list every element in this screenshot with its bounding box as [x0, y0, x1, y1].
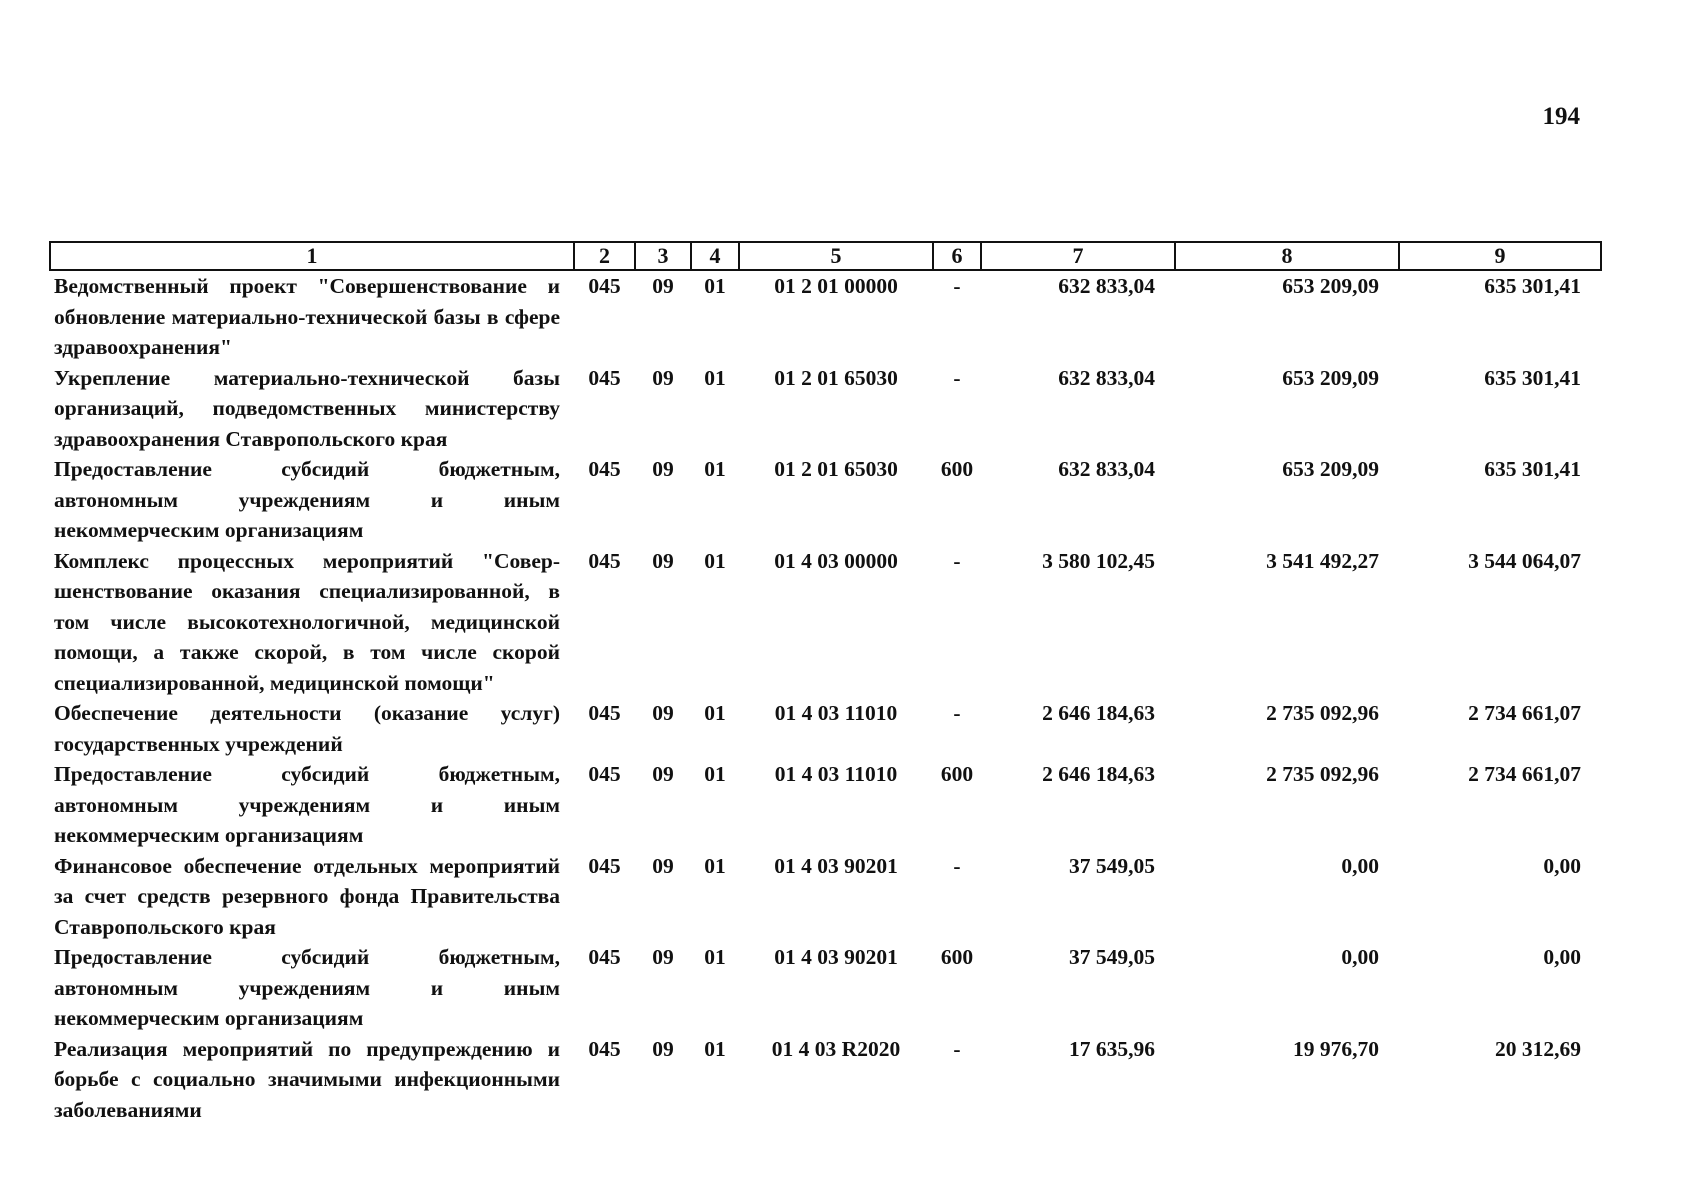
cell-target-article: 01 4 03 90201 — [774, 945, 898, 969]
table-row — [50, 270, 1601, 363]
cell-department-code: 045 — [588, 1036, 621, 1061]
cell-target-article: 01 2 01 65030 — [774, 365, 898, 390]
table-row — [50, 698, 1601, 759]
row-name: Укрепление материально-технической базы организаций, подведомственных министерству здравоохранения Ставропольского края — [54, 365, 560, 451]
row-name: Предоставление субсидий бюджетным, автономным учреждениям и иным некоммерческим организациям — [54, 762, 560, 847]
cell-amount-col9: 635 301,41 — [1484, 457, 1581, 481]
cell-amount-col8: 653 209,09 — [1282, 365, 1379, 390]
table-row — [50, 546, 1601, 699]
column-header-1: 1 — [50, 242, 574, 270]
cell-amount-col8: 653 209,09 — [1282, 274, 1379, 298]
cell-target-article: 01 2 01 65030 — [774, 457, 898, 481]
table-row — [50, 759, 1601, 851]
cell-amount-col9: 20 312,69 — [1495, 1036, 1581, 1061]
table-row — [50, 942, 1601, 1034]
cell-amount-col9: 0,00 — [1543, 853, 1581, 878]
cell-expense-type: - — [953, 853, 961, 878]
cell-subsection-code: 01 — [704, 762, 726, 786]
cell-amount-col7: 2 646 184,63 — [1042, 762, 1155, 786]
table-row — [50, 454, 1601, 546]
cell-target-article: 01 4 03 00000 — [774, 548, 898, 573]
cell-amount-col8: 2 735 092,96 — [1266, 701, 1379, 725]
cell-section-code: 09 — [652, 762, 674, 786]
column-header-5: 5 — [739, 242, 933, 270]
cell-department-code: 045 — [588, 457, 621, 481]
cell-amount-col7: 17 635,96 — [1069, 1036, 1155, 1061]
column-header-8: 8 — [1175, 242, 1399, 270]
cell-subsection-code: 01 — [704, 548, 726, 573]
cell-section-code: 09 — [652, 548, 674, 573]
cell-expense-type: - — [953, 1036, 961, 1061]
cell-subsection-code: 01 — [704, 457, 726, 481]
row-name: Реализация мероприятий по предупреждению и борьбе с социально значимыми инфекционными заболеваниями — [54, 1036, 560, 1122]
row-name: Комплекс процессных мероприятий "Совер-шенствование оказания специализированной, в том числе высокотехнологичной, медицинской помощи, а также скорой, в том числе скорой специализированной, медицинской помощи" — [54, 548, 560, 695]
cell-department-code: 045 — [588, 762, 621, 786]
cell-target-article: 01 4 03 90201 — [774, 853, 898, 878]
column-header-6: 6 — [933, 242, 981, 270]
cell-amount-col7: 3 580 102,45 — [1042, 548, 1155, 573]
cell-section-code: 09 — [652, 853, 674, 878]
cell-subsection-code: 01 — [704, 853, 726, 878]
cell-amount-col8: 653 209,09 — [1282, 457, 1379, 481]
cell-expense-type: - — [953, 701, 961, 725]
column-header-4: 4 — [691, 242, 739, 270]
cell-amount-col7: 37 549,05 — [1069, 945, 1155, 969]
cell-section-code: 09 — [652, 365, 674, 390]
cell-target-article: 01 2 01 00000 — [774, 274, 898, 298]
cell-expense-type: 600 — [940, 945, 974, 969]
cell-subsection-code: 01 — [704, 1036, 726, 1061]
cell-section-code: 09 — [652, 457, 674, 481]
cell-amount-col7: 2 646 184,63 — [1042, 701, 1155, 725]
cell-subsection-code: 01 — [704, 274, 726, 298]
row-name: Ведомственный проект "Совершенствование и обновление материально-технической базы в сфере здравоохранения" — [54, 274, 560, 359]
cell-amount-col9: 2 734 661,07 — [1468, 701, 1581, 725]
row-name: Обеспечение деятельности (оказание услуг) государственных учреждений — [54, 701, 560, 756]
cell-subsection-code: 01 — [704, 701, 726, 725]
cell-amount-col8: 0,00 — [1341, 945, 1379, 969]
cell-expense-type: - — [953, 274, 961, 298]
cell-department-code: 045 — [588, 365, 621, 390]
cell-amount-col9: 2 734 661,07 — [1468, 762, 1581, 786]
row-name: Финансовое обеспечение отдельных мероприятий за счет средств резервного фонда Правительства Ставропольского края — [54, 853, 560, 939]
cell-amount-col9: 635 301,41 — [1484, 274, 1581, 298]
cell-department-code: 045 — [588, 945, 621, 969]
cell-section-code: 09 — [652, 1036, 674, 1061]
cell-subsection-code: 01 — [704, 945, 726, 969]
cell-amount-col7: 632 833,04 — [1058, 365, 1155, 390]
cell-expense-type: - — [953, 365, 961, 390]
cell-section-code: 09 — [652, 945, 674, 969]
row-name: Предоставление субсидий бюджетным, автономным учреждениям и иным некоммерческим организациям — [54, 457, 560, 542]
cell-section-code: 09 — [652, 274, 674, 298]
column-header-3: 3 — [635, 242, 691, 270]
cell-target-article: 01 4 03 11010 — [774, 701, 898, 725]
cell-amount-col7: 632 833,04 — [1058, 274, 1155, 298]
cell-amount-col8: 19 976,70 — [1293, 1036, 1379, 1061]
cell-department-code: 045 — [588, 701, 621, 725]
cell-department-code: 045 — [588, 274, 621, 298]
page-number: 194 — [1542, 103, 1580, 130]
budget-table — [49, 241, 1602, 1125]
cell-amount-col8: 3 541 492,27 — [1266, 548, 1379, 573]
cell-department-code: 045 — [588, 548, 621, 573]
cell-subsection-code: 01 — [704, 365, 726, 390]
cell-expense-type: 600 — [940, 762, 974, 786]
cell-amount-col9: 0,00 — [1543, 945, 1581, 969]
cell-amount-col8: 0,00 — [1341, 853, 1379, 878]
cell-department-code: 045 — [588, 853, 621, 878]
column-header-7: 7 — [981, 242, 1175, 270]
row-name: Предоставление субсидий бюджетным, автономным учреждениям и иным некоммерческим организациям — [54, 945, 560, 1030]
cell-amount-col7: 37 549,05 — [1069, 853, 1155, 878]
cell-expense-type: - — [953, 548, 961, 573]
cell-amount-col9: 3 544 064,07 — [1468, 548, 1581, 573]
cell-amount-col8: 2 735 092,96 — [1266, 762, 1379, 786]
cell-target-article: 01 4 03 R2020 — [771, 1036, 901, 1061]
cell-section-code: 09 — [652, 701, 674, 725]
table-header-row — [50, 242, 1601, 270]
cell-amount-col9: 635 301,41 — [1484, 365, 1581, 390]
column-header-2: 2 — [574, 242, 635, 270]
cell-amount-col7: 632 833,04 — [1058, 457, 1155, 481]
table-row — [50, 1034, 1601, 1126]
cell-target-article: 01 4 03 11010 — [774, 762, 898, 786]
cell-expense-type: 600 — [940, 457, 974, 481]
table-row — [50, 851, 1601, 943]
table-row — [50, 363, 1601, 455]
column-header-9: 9 — [1399, 242, 1601, 270]
